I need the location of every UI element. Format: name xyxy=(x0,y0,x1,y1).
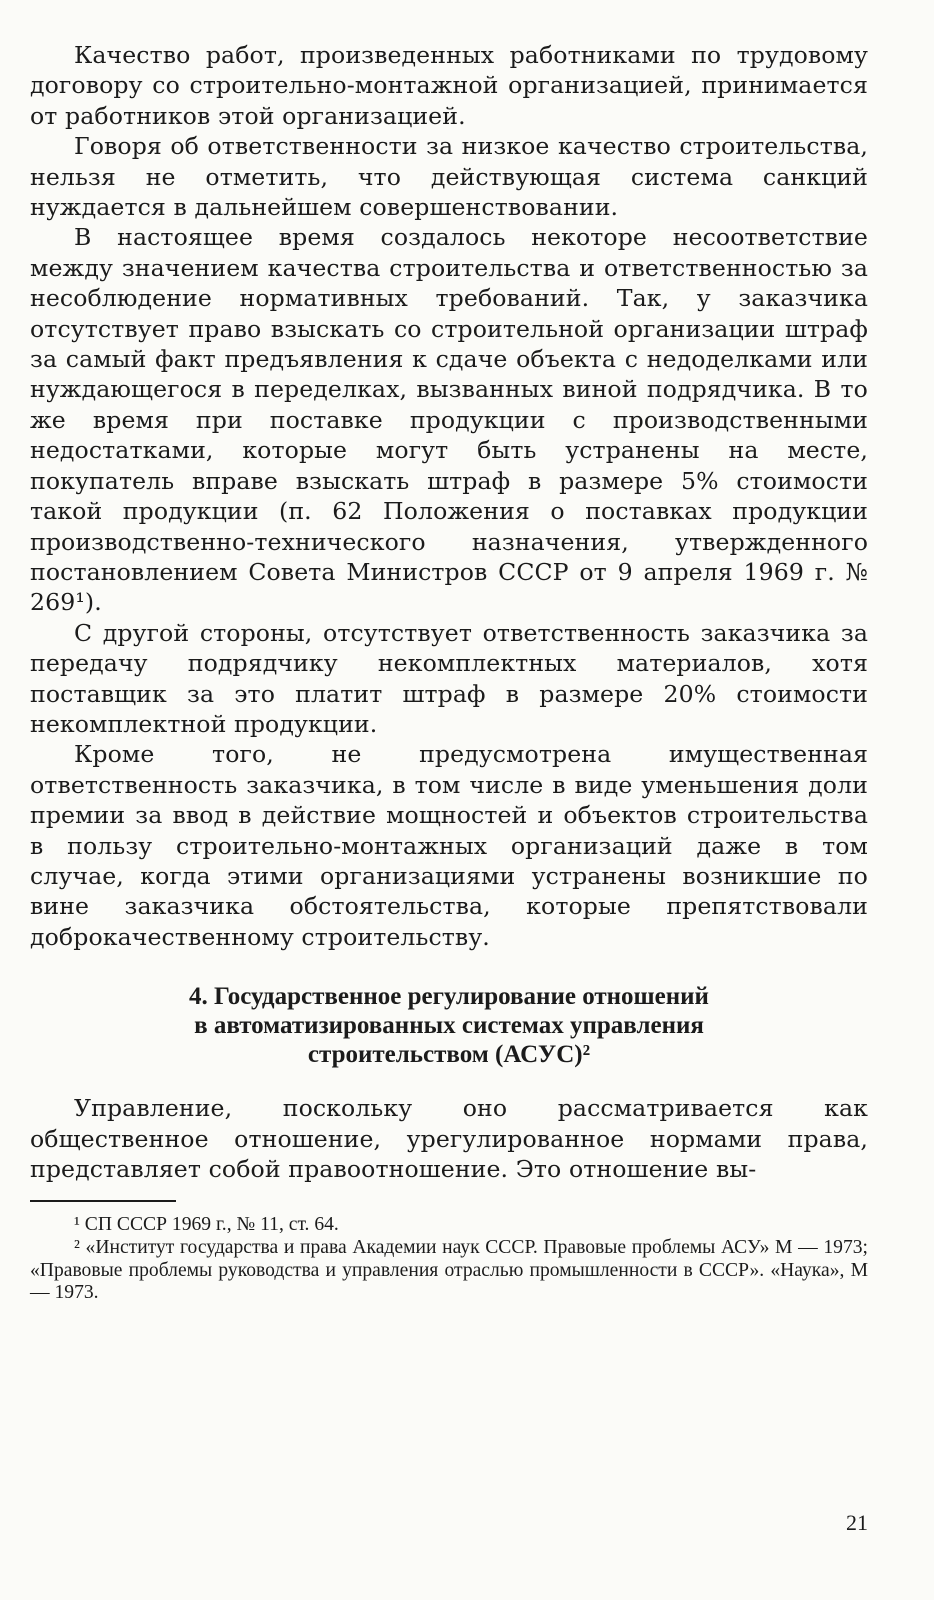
paragraph-4: С другой стороны, отсутствует ответственность заказчика за передачу подрядчику некомплектных материалов, хотя поставщик за это платит штраф в размере 20% стоимости некомплектной продукции. xyxy=(30,618,868,738)
page-text xyxy=(30,40,868,1305)
paragraph-2: Говоря об ответственности за низкое качество строительства, нельзя не отметить, что действующая система санкций нуждается в дальнейшем совершенствовании. xyxy=(30,132,868,222)
paragraph-3: В настоящее время создалось некоторе несоответствие между значением качества строительства и ответственностью за несоблюдение нормативных требований. Так, у заказчика отсутствует право взыскать со строительной организации штраф за самый факт предъявления к сдаче объекта с недоделками или нуждающегося в переделках, вызванных виной подрядчика. В то же время при поставке продукции с производственными недостатками, которые могут быть устранены на месте, покупатель вправе взыскать штраф в размере 5% стоимости такой продукции (п. 62 Положения о поставках продукции производственно-технического назначения, утвержденного постановлением Совета Министров СССР от 9 апреля 1969 г. № 269¹). xyxy=(30,223,868,617)
paragraph-1: Качество работ, произведенных работниками по трудовому договору со строительно-монтажной организацией, принимается от работников этой организацией. xyxy=(30,41,868,130)
footnote-2: ² «Институт государства и права Академии наук СССР. Правовые проблемы АСУ» М — 1973; «Правовые проблемы руководства и управления отраслью промышленности в СССР». «Наука», М — 1973. xyxy=(30,1237,868,1304)
paragraph-5: Кроме того, не предусмотрена имущественная ответственность заказчика, в том числе в виде уменьшения доли премии за ввод в действие мощностей и объектов строительства в пользу строительно-монтажных организаций даже в том случае, когда этими организациями устранены возникшие по вине заказчика обстоятельства, которые препятствовали доброкачественному строительству. xyxy=(30,740,868,951)
heading-line-1: 4. Государственное регулирование отношений xyxy=(189,983,709,1011)
heading-line-3: строительством (АСУС)² xyxy=(307,1041,591,1069)
footnote-1: ¹ СП СССР 1969 г., № 11, ст. 64. xyxy=(74,1214,339,1236)
footnote-divider xyxy=(30,1200,176,1202)
heading-line-2: в автоматизированных системах управления xyxy=(194,1012,704,1040)
section-heading xyxy=(30,982,868,1069)
page-number: 21 xyxy=(846,1510,868,1535)
paragraph-after-heading: Управление, поскольку оно рассматривается как общественное отношение, урегулированное нормами права, представляет собой правоотношение. Это отношение вы- xyxy=(30,1094,868,1183)
